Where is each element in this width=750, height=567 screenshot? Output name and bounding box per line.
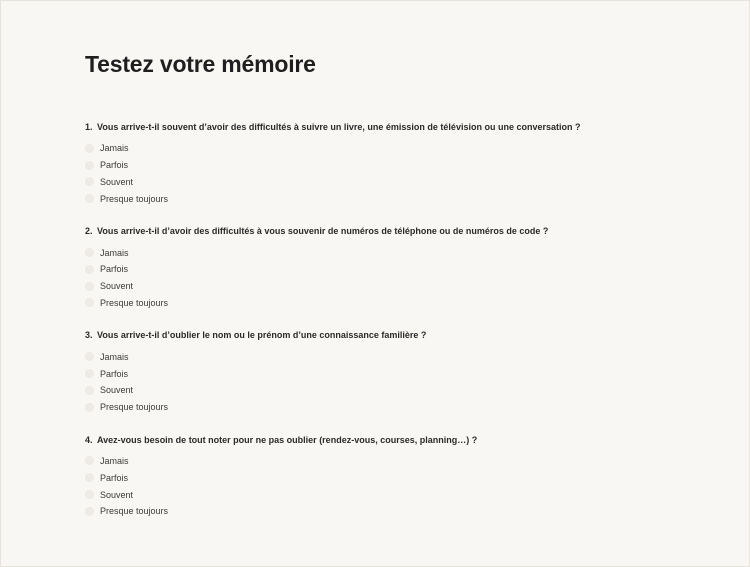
question-number: 3. <box>85 330 93 341</box>
option-label: Presque toujours <box>100 506 169 517</box>
question-3-option-parfois[interactable] <box>85 365 725 382</box>
question-3-option-souvent[interactable] <box>85 382 725 399</box>
option-label: Parfois <box>100 472 129 483</box>
question-label: Vous arrive-t-il d’oublier le nom ou le prénom d’une connaissance familière ? <box>97 330 427 341</box>
option-label: Presque toujours <box>100 297 169 308</box>
question-3-option-presque-toujours[interactable] <box>85 399 725 416</box>
radio-button[interactable] <box>85 490 94 499</box>
radio-button[interactable] <box>85 456 94 465</box>
radio-button[interactable] <box>85 473 94 482</box>
radio-button[interactable] <box>85 161 94 170</box>
radio-button[interactable] <box>85 282 94 291</box>
quiz-container <box>85 49 725 538</box>
question-label: Avez-vous besoin de tout noter pour ne pas oublier (rendez-vous, courses, planning…) ? <box>97 434 478 445</box>
radio-button[interactable] <box>85 144 94 153</box>
option-label: Parfois <box>100 264 129 275</box>
question-2-option-presque-toujours[interactable] <box>85 295 725 312</box>
question-2-option-parfois[interactable] <box>85 261 725 278</box>
question-4 <box>85 434 725 520</box>
question-3 <box>85 329 725 415</box>
option-label: Presque toujours <box>100 193 169 204</box>
question-4-option-souvent[interactable] <box>85 486 725 503</box>
radio-button[interactable] <box>85 248 94 257</box>
question-2-option-souvent[interactable] <box>85 278 725 295</box>
question-4-option-jamais[interactable] <box>85 453 725 470</box>
radio-button[interactable] <box>85 403 94 412</box>
question-number: 1. <box>85 122 93 132</box>
option-label: Souvent <box>100 385 134 396</box>
radio-button[interactable] <box>85 265 94 274</box>
question-1-option-presque-toujours[interactable] <box>85 190 725 207</box>
question-4-text <box>85 434 725 446</box>
question-3-option-jamais[interactable] <box>85 348 725 365</box>
radio-button[interactable] <box>85 507 94 516</box>
radio-button[interactable] <box>85 177 94 186</box>
option-label: Souvent <box>100 176 134 187</box>
option-label: Jamais <box>100 247 129 258</box>
question-1-option-parfois[interactable] <box>85 157 725 174</box>
radio-button[interactable] <box>85 194 94 203</box>
option-label: Souvent <box>100 489 134 500</box>
question-4-option-parfois[interactable] <box>85 469 725 486</box>
option-label: Parfois <box>100 368 129 379</box>
question-1 <box>85 121 725 207</box>
option-label: Jamais <box>100 143 129 154</box>
option-label: Souvent <box>100 281 134 292</box>
question-label: Vous arrive-t-il d’avoir des difficultés à vous souvenir de numéros de téléphone ou de numéros de code ? <box>97 226 549 237</box>
question-number: 2. <box>85 226 93 237</box>
question-1-option-souvent[interactable] <box>85 174 725 191</box>
option-label: Presque toujours <box>100 402 169 413</box>
option-label: Jamais <box>100 455 129 466</box>
question-2 <box>85 225 725 311</box>
radio-button[interactable] <box>85 298 94 307</box>
option-label: Parfois <box>100 160 129 171</box>
question-2-option-jamais[interactable] <box>85 244 725 261</box>
question-1-option-jamais[interactable] <box>85 140 725 157</box>
question-1-text <box>85 121 725 133</box>
question-label: Vous arrive-t-il souvent d’avoir des difficultés à suivre un livre, une émission de télévision ou une conversation ? <box>97 122 581 132</box>
page-title: Testez votre mémoire <box>85 51 316 77</box>
question-3-text <box>85 329 725 341</box>
option-label: Jamais <box>100 351 129 362</box>
question-list <box>85 121 725 520</box>
question-2-text <box>85 225 725 237</box>
radio-button[interactable] <box>85 352 94 361</box>
radio-button[interactable] <box>85 369 94 378</box>
radio-button[interactable] <box>85 386 94 395</box>
question-number: 4. <box>85 434 93 445</box>
question-4-option-presque-toujours[interactable] <box>85 503 725 520</box>
